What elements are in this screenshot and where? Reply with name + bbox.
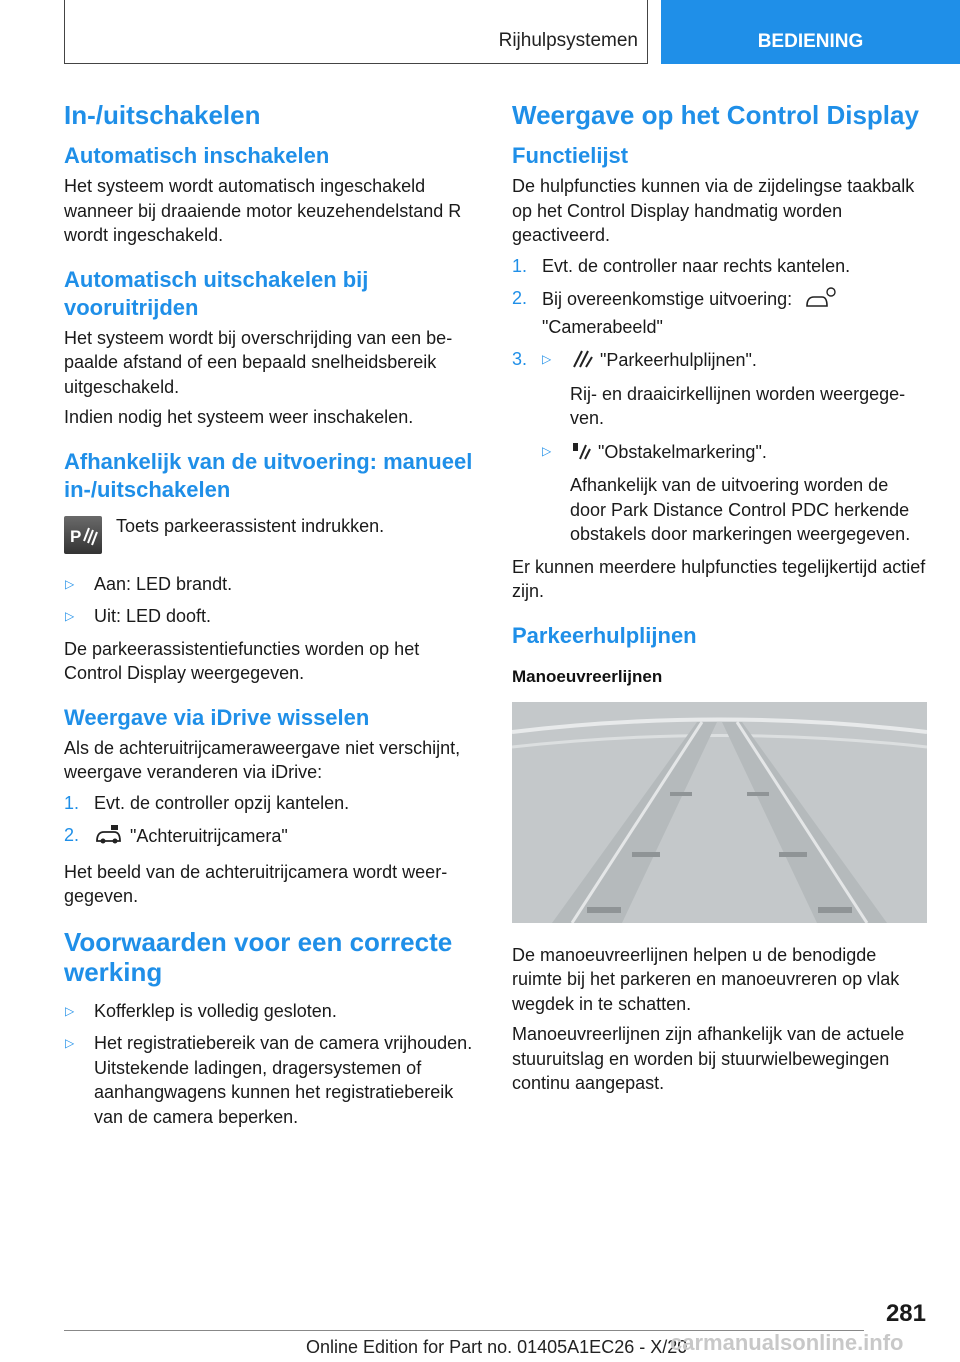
- text-idrive: Als de achteruitrijcameraweergave niet verschijnt, weergave veranderen via iDrive:: [64, 737, 461, 782]
- text-parking-lines-2: Manoeuvreerlijnen zijn afhankelijk van de actuele stuuruitslag en worden bij stuurwielbewegingen continu aangepast.: [512, 1024, 905, 1093]
- obstacle-marking-icon: [570, 439, 592, 468]
- triangle-bullet-icon: ▷: [65, 609, 75, 623]
- text-functions-after: Er kunnen meerdere hulpfuncties tegelijkertijd actief zijn.: [512, 556, 926, 601]
- triangle-bullet-icon: ▷: [542, 443, 552, 458]
- rear-camera-icon: [94, 823, 124, 852]
- triangle-bullet-icon: ▷: [65, 576, 75, 591]
- heading-auto-on: Automatisch inschakelen: [64, 143, 330, 168]
- list-item: ▷ Kofferklep is volledig gesloten.: [64, 999, 479, 1024]
- list-item: 2. Bij overeenkomstige uitvoering: "Camerabeeld": [512, 286, 927, 339]
- triangle-bullet-icon: ▷: [65, 1003, 75, 1018]
- text-auto-on: Het systeem wordt automatisch ingeschakeld wanneer bij draaiende motor keuzehendelstand R wordt ingeschakeld.: [64, 176, 462, 245]
- function-steps: [512, 254, 927, 547]
- subheading-maneuver-lines: Manoeuvreerlijnen: [512, 666, 663, 686]
- heading-auto-off: Automatisch uitschakelen bij vooruitrijden: [64, 266, 369, 320]
- right-column: [512, 100, 927, 1102]
- list-item: 3. ▷ "Parkeerhulplijnen". Rij- en draaicirkellijnen worden weergegeven. ▷ "Obstakelmarkering". Afhankelijk van de uitvoering worden de door Park Distance Control PDC herkende obstakels door markeringen weergegeven.: [512, 349, 911, 544]
- svg-text:P: P: [70, 526, 82, 546]
- list-item: ▷ Aan: LED brandt.: [64, 572, 479, 597]
- heading-manual: Afhankelijk van de uitvoering: manueel in-/uitschakelen: [64, 448, 473, 502]
- camera-settings-icon: [805, 286, 837, 315]
- text-button: Toets parkeerassistent indrukken.: [116, 515, 385, 536]
- heading-functions: Functielijst: [512, 143, 629, 168]
- button-instruction: [64, 514, 479, 558]
- watermark: carmanualsonline.info: [670, 1330, 904, 1355]
- section-title-switch: In-/uitschakelen: [64, 100, 261, 130]
- list-item: 1. Evt. de controller naar rechts kantelen.: [512, 255, 851, 276]
- list-item: 1. Evt. de controller opzij kantelen.: [64, 792, 350, 813]
- text-parking-lines-1: De manoeuvreerlijnen helpen u de benodigde ruimte bij het parkeren en manoeuvreren op vlak wegdek in te schatten.: [512, 944, 900, 1014]
- text-manual-after: De parkeerassistentiefuncties worden op het Control Display weergegeven.: [64, 638, 420, 683]
- section-title-display: Weergave op het Control Display: [512, 100, 919, 130]
- triangle-bullet-icon: ▷: [65, 1036, 75, 1050]
- left-column: [64, 100, 479, 1137]
- heading-conditions: Voorwaarden voor een correcte werking: [64, 926, 453, 987]
- idrive-steps: [64, 791, 479, 852]
- page-number: 281: [885, 1300, 926, 1327]
- text-functions: De hulpfuncties kunnen via de zijdelingse taakbalk op het Control Display handmatig worden geactiveerd.: [512, 176, 915, 245]
- led-list: [64, 572, 479, 629]
- footer-edition: Online Edition for Part no. 01405A1EC26 - X/20: [306, 1337, 688, 1357]
- parking-lines-icon: [570, 347, 594, 376]
- list-item: 2. "Achteruitrijcamera": [64, 823, 479, 852]
- list-item: ▷ Het registratiebereik van de camera vrijhouden. Uitstekende ladingen, dragersystemen of aanhangwagens kunnen het registratiebereik van de camera beperken.: [65, 1033, 473, 1127]
- text-auto-off-2: Indien nodig het systeem weer inschakelen.: [64, 407, 414, 427]
- maneuver-lines-illustration: [512, 702, 927, 923]
- text-auto-off: Het systeem wordt bij overschrijding van een bepaalde afstand of een bepaald snelheidsbereik uitgeschakeld.: [64, 327, 453, 397]
- heading-parking-lines: Parkeerhulplijnen: [512, 622, 697, 648]
- triangle-bullet-icon: ▷: [542, 352, 552, 366]
- list-item: ▷ Uit: LED dooft.: [64, 604, 479, 629]
- header-section-title: Rijhulpsystemen: [498, 30, 638, 51]
- header-chapter-tab: BEDIENING: [661, 0, 960, 64]
- text-idrive-after: Het beeld van de achteruitrijcamera wordt weergegeven.: [64, 861, 448, 906]
- park-assist-button-icon: [64, 516, 102, 554]
- heading-idrive: Weergave via iDrive wisselen: [64, 704, 370, 730]
- conditions-list: [64, 999, 479, 1130]
